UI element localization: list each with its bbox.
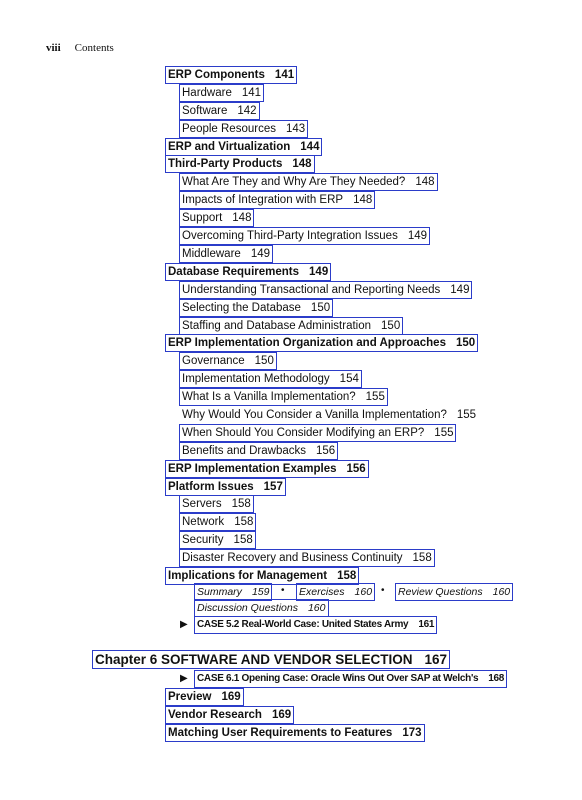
toc-entry[interactable] [165,724,425,742]
chapter-6-heading[interactable]: Chapter 6 SOFTWARE AND VENDOR SELECTION 167 [92,650,450,669]
toc-entry-review-questions[interactable]: Review Questions 160 [395,583,513,601]
toc-entry-page: 148 [292,158,312,170]
toc-entry-page: 148 [353,194,373,206]
toc-entry-title: What Is a Vanilla Implementation? [182,391,356,403]
toc-entry-case-5-2[interactable]: CASE 5.2 Real-World Case: United States Army 161 [194,616,437,634]
toc-entry-title: ERP and Virtualization [168,141,291,153]
toc-entry-title: Implications for Management [168,570,328,582]
toc-entry-page: 141 [241,87,262,99]
toc-entry-title: Preview [168,691,212,703]
toc-entry-title: Disaster Recovery and Business Continuity [182,552,403,564]
toc-entry-page: 156 [316,445,336,457]
toc-entry-page: 173 [402,727,422,739]
toc-entry-page: 148 [415,176,435,188]
toc-entry-title: Impacts of Integration with ERP [182,194,344,206]
toc-entry[interactable] [179,173,438,191]
toc-entry-page: 150 [455,337,476,349]
case-marker-icon: ▶ [180,619,188,630]
toc-entry-title: Understanding Transactional and Reporting Needs [182,284,441,296]
toc-entry-title: ERP Implementation Examples [168,463,337,475]
toc-entry[interactable] [179,317,403,335]
toc-entry-summary[interactable]: Summary 159 [194,583,272,601]
toc-entry-title: When Should You Consider Modifying an ERP? [182,427,425,439]
toc-entry[interactable] [179,424,456,442]
toc-entry-title: Selecting the Database [182,302,301,314]
toc-entry-page: 149 [309,266,329,278]
toc-entry[interactable] [165,155,315,173]
toc-entry-page: 158 [412,552,432,564]
toc-entry[interactable] [165,138,322,156]
toc-entry-title: ERP Components [168,69,265,81]
toc-entry[interactable] [179,191,375,209]
toc-entry[interactable] [165,66,297,84]
toc-entry[interactable] [165,334,478,352]
toc-entry-title: Vendor Research [168,709,262,721]
toc-entry-page: 155 [434,427,454,439]
toc-entry[interactable] [179,388,388,406]
toc-entry-title: Middleware [182,248,241,260]
page-number: viii [46,42,61,54]
toc-entry[interactable] [179,245,273,263]
toc-entry[interactable] [179,531,256,549]
toc-entry-title: Overcoming Third-Party Integration Issues [182,230,398,242]
toc-entry-page: 158 [233,534,253,546]
toc-entry[interactable] [179,513,256,531]
case-marker-icon: ▶ [180,673,188,684]
toc-entry[interactable] [179,495,254,513]
toc-entry-title: Servers [182,498,222,510]
toc-entry-page: 156 [346,463,366,475]
toc-entry-title: Third-Party Products [168,158,283,170]
toc-entry-page: 148 [232,212,252,224]
toc-entry[interactable] [179,281,472,299]
toc-entry-title: Platform Issues [168,481,254,493]
toc-entry-page: 169 [271,709,292,721]
toc-entry[interactable] [165,263,331,281]
toc-entry-title: Matching User Requirements to Features [168,727,393,739]
running-header [46,42,114,54]
toc-entry-title: What Are They and Why Are They Needed? [182,176,406,188]
toc-entry-exercises[interactable]: Exercises 160 [296,583,375,601]
toc-entry-page: 158 [231,498,251,510]
toc-entry-page: 157 [263,481,283,493]
toc-entry-page: 141 [274,69,295,81]
toc-entry[interactable] [165,688,244,706]
toc-entry-title: People Resources [182,123,276,135]
toc-entry-title: Database Requirements [168,266,300,278]
toc-entry-title: Network [182,516,225,528]
toc-entry-page: 149 [450,284,470,296]
toc-entry-page: 143 [285,123,306,135]
toc-entry-page: 149 [250,248,270,260]
toc-entry-title: Security [182,534,224,546]
toc-entry[interactable] [165,706,294,724]
toc-entry[interactable] [179,120,308,138]
toc-entry-page: 142 [237,105,257,117]
toc-entry[interactable] [179,84,264,102]
toc-entry[interactable] [179,442,338,460]
toc-entry[interactable] [179,406,479,424]
toc-entry[interactable] [179,227,430,245]
bullet-separator: • [381,585,385,596]
toc-entry-page: 154 [339,373,359,385]
running-title: Contents [74,42,114,54]
toc-entry[interactable] [179,299,333,317]
toc-entry-page: 150 [381,320,401,332]
toc-entry-title: Implementation Methodology [182,373,330,385]
toc-entry-title: Governance [182,355,245,367]
toc-entry-case-6-1[interactable]: CASE 6.1 Opening Case: Oracle Wins Out Over SAP at Welch's 168 [194,670,507,688]
toc-entry-page: 155 [365,391,385,403]
toc-entry-page: 149 [407,230,428,242]
toc-entry-title: ERP Implementation Organization and Approaches [168,337,446,349]
toc-entry-title: Why Would You Consider a Vanilla Implementation? [182,409,447,421]
toc-entry[interactable] [179,352,277,370]
toc-entry-page: 158 [337,570,357,582]
toc-entry[interactable] [179,102,260,120]
toc-entry-page: 169 [221,691,241,703]
toc-entry-page: 158 [234,516,254,528]
toc-entry-title: Software [182,105,228,117]
toc-entry[interactable] [165,478,286,496]
toc-entry-title: Benefits and Drawbacks [182,445,307,457]
toc-entry-page: 150 [254,355,274,367]
toc-entry-discussion-questions[interactable]: Discussion Questions 160 [194,599,329,617]
toc-entry-page: 144 [300,141,320,153]
toc-entry-title: Support [182,212,223,224]
toc-entry[interactable] [179,370,362,388]
toc-entry-page: 155 [456,409,477,421]
bullet-separator: • [281,585,285,596]
toc-entry-title: Hardware [182,87,232,99]
toc-entry[interactable] [179,209,254,227]
toc-entry[interactable] [179,549,435,567]
toc-entry-title: Staffing and Database Administration [182,320,372,332]
toc-entry-page: 150 [310,302,331,314]
toc-entry[interactable] [165,460,369,478]
